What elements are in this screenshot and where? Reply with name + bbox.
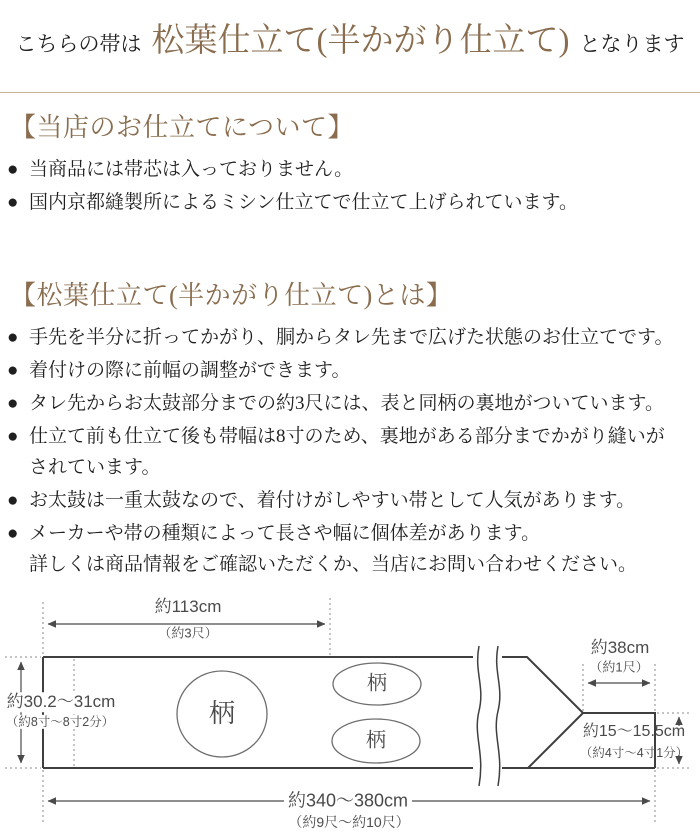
bullet-item (0, 187, 700, 218)
bullet-item (0, 355, 700, 386)
bullet-dot-icon: ● (7, 192, 19, 213)
bullet-item (0, 322, 700, 353)
bullet-dot-icon: ● (7, 327, 19, 348)
bullet-text: お太鼓は一重太鼓なので、着付けがしやすい帯として人気があります。 (29, 490, 636, 511)
bullet-dot-icon: ● (7, 523, 19, 544)
bullet-list-matsuba (0, 322, 700, 580)
label-tesaki-length-shaku: （約3尺） (154, 627, 221, 642)
header-line (0, 14, 700, 61)
bullet-dot-icon: ● (7, 490, 19, 511)
section-title-matsuba-jitate: 【松葉仕立て(半かがり仕立て)とは】 (10, 281, 453, 310)
header-banner (0, 14, 700, 93)
dimension-arrows (21, 624, 679, 801)
bullet-dot-icon: ● (7, 393, 19, 414)
label-tail-length-cm: 約38cm (590, 638, 650, 658)
bullet-text: メーカーや帯の種類によって長さや幅に個体差があります。 (29, 523, 541, 544)
label-tesaki-length-cm: 約113cm (154, 597, 222, 617)
break-wavy-icon (477, 646, 500, 786)
bullet-text: 国内京都縫製所によるミシン仕立てで仕立て上げられています。 (29, 192, 579, 213)
section-title-about-tailoring: 【当店のお仕立てについて】 (10, 113, 354, 142)
header-suffix: となります (579, 32, 685, 56)
bullet-text: 当商品には帯芯は入っておりません。 (29, 159, 354, 180)
bullet-dot-icon: ● (7, 159, 19, 180)
bullet-text: 仕立て前も仕立て後も帯幅は8寸のため、裏地がある部分までかがり縫いが (29, 426, 665, 447)
label-total-length-shaku: （約9尺～約10尺） (288, 813, 410, 830)
bullet-dot-icon: ● (7, 360, 19, 381)
bullet-item (0, 518, 700, 580)
bullet-item (0, 154, 700, 185)
obi-measurement-diagram (0, 580, 700, 840)
label-tail-width-cm: 約15～15.5cm (582, 722, 686, 740)
bullet-text-continued: されています。 (29, 457, 161, 478)
label-tail-width-shaku: （約4寸～4寸1分） (579, 745, 689, 760)
label-pattern-large: 柄 (208, 698, 236, 729)
header-emphasis: 松葉仕立て(半かがり仕立て) (151, 23, 570, 59)
bullet-list-about (0, 154, 700, 218)
label-tail-length-shaku: （約1尺） (589, 659, 649, 675)
label-main-width-shaku: （約8寸～8寸2分） (2, 715, 118, 729)
bullet-dot-icon: ● (7, 426, 19, 447)
label-total-length-cm: 約340～380cm (284, 791, 412, 812)
obi-outline (43, 657, 655, 768)
label-pattern-bottom: 柄 (366, 729, 386, 752)
bullet-text: 手先を半分に折ってかがり、胴からタレ先まで広げた状態のお仕立てです。 (29, 327, 674, 348)
bullet-text-continued: 詳しくは商品情報をご確認いただくか、当店にお問い合わせください。 (29, 554, 638, 575)
bullet-text: 着付けの際に前幅の調整ができます。 (29, 360, 351, 381)
bullet-text: タレ先からお太鼓部分までの約3尺には、表と同柄の裏地がついています。 (29, 393, 664, 414)
bullet-item (0, 485, 700, 516)
label-main-width-cm: 約30.2～31cm (3, 692, 120, 712)
bullet-item (0, 388, 700, 419)
bullet-item (0, 421, 700, 483)
header-prefix: こちらの帯は (15, 32, 142, 56)
label-pattern-top: 柄 (367, 672, 387, 695)
